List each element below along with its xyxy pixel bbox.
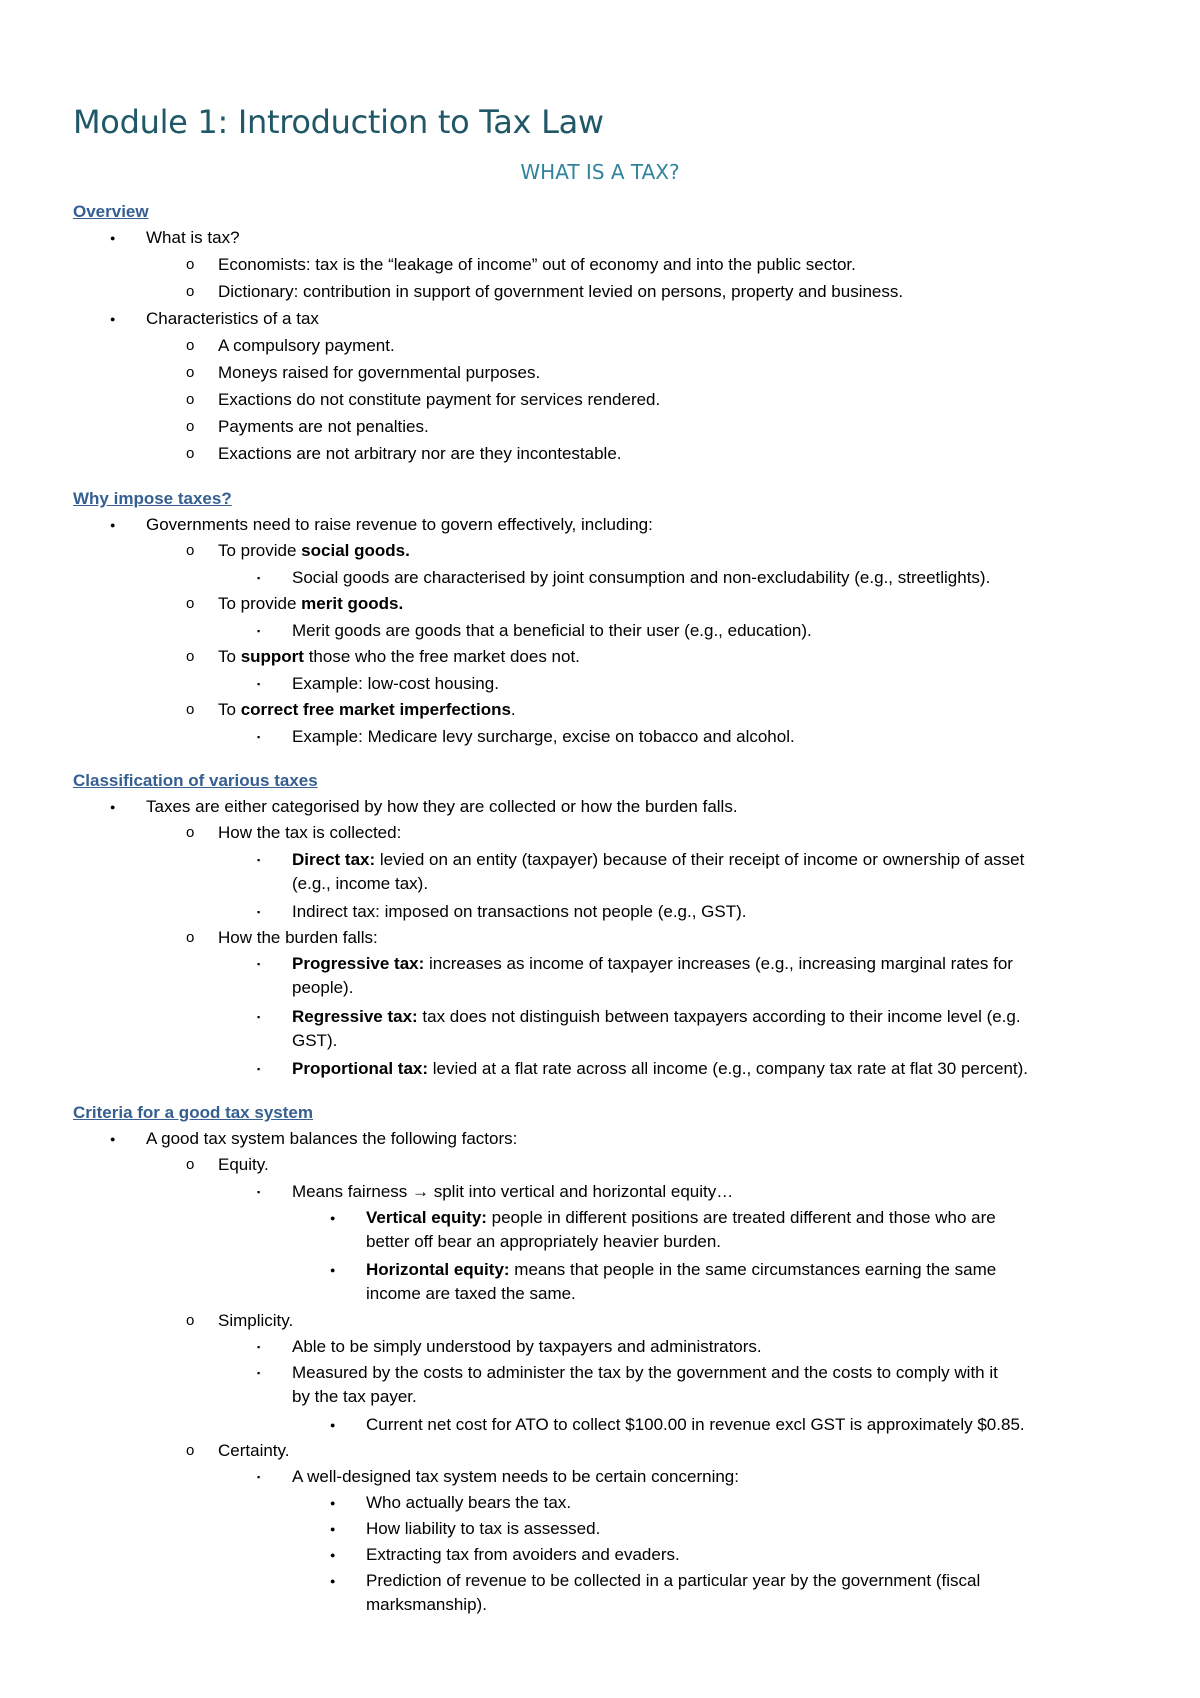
bold-text: support xyxy=(240,647,304,666)
circle-marker: o xyxy=(186,391,195,408)
square-marker: ▪ xyxy=(257,1064,261,1074)
text-run: To provide xyxy=(218,541,302,560)
list-item xyxy=(366,1258,996,1282)
list-item: Simplicity. xyxy=(218,1311,294,1330)
bullet-marker: ● xyxy=(330,1213,336,1223)
text-run: To xyxy=(218,700,241,719)
bold-text: Regressive tax: xyxy=(292,1007,418,1026)
document-title: Module 1: Introduction to Tax Law xyxy=(73,103,604,141)
circle-marker: o xyxy=(186,1442,195,1459)
list-item-continuation: income are taxed the same. xyxy=(366,1284,576,1303)
text-run: To provide xyxy=(218,594,302,613)
bold-text: Progressive tax: xyxy=(292,954,425,973)
list-item: Example: low-cost housing. xyxy=(292,674,499,693)
text-run: split into vertical and horizontal equity… xyxy=(429,1182,734,1201)
circle-marker: o xyxy=(186,595,195,612)
square-marker: ▪ xyxy=(257,855,261,865)
heading-why-impose-taxes: Why impose taxes? xyxy=(73,489,232,508)
list-item-continuation: (e.g., income tax). xyxy=(292,874,429,893)
circle-marker: o xyxy=(186,542,195,559)
list-item: Characteristics of a tax xyxy=(146,309,319,328)
list-item-continuation: GST). xyxy=(292,1031,338,1050)
square-marker: ▪ xyxy=(257,626,261,636)
bullet-marker: ● xyxy=(330,1550,336,1560)
list-item: Who actually bears the tax. xyxy=(366,1493,572,1512)
circle-marker: o xyxy=(186,283,195,300)
bullet-marker: ● xyxy=(330,1420,336,1430)
circle-marker: o xyxy=(186,418,195,435)
text-run: those who the free market does not. xyxy=(303,647,580,666)
circle-marker: o xyxy=(186,337,195,354)
list-item: How the tax is collected: xyxy=(218,823,402,842)
bold-text: social goods. xyxy=(301,541,410,560)
list-item xyxy=(292,1057,1028,1081)
text-run: levied on an entity (taxpayer) because of their receipt of income or ownership of asset xyxy=(375,850,1025,869)
bold-text: Proportional tax: xyxy=(292,1059,429,1078)
list-item: What is tax? xyxy=(146,228,240,247)
bold-text: Direct tax: xyxy=(292,850,376,869)
list-item: Merit goods are goods that a beneficial to their user (e.g., education). xyxy=(292,621,812,640)
bullet-marker: ● xyxy=(330,1524,336,1534)
list-item: Exactions are not arbitrary nor are they incontestable. xyxy=(218,444,622,463)
bullet-marker: ● xyxy=(110,233,116,243)
bold-text: merit goods. xyxy=(301,594,404,613)
heading-overview: Overview xyxy=(73,202,149,221)
circle-marker: o xyxy=(186,1156,195,1173)
list-item: Social goods are characterised by joint consumption and non-excludability (e.g., streetlights). xyxy=(292,568,991,587)
square-marker: ▪ xyxy=(257,1472,261,1482)
circle-marker: o xyxy=(186,929,195,946)
list-item: How liability to tax is assessed. xyxy=(366,1519,601,1538)
bold-text: correct free market imperfections xyxy=(240,700,511,719)
bullet-marker: ● xyxy=(110,314,116,324)
text-run: . xyxy=(510,700,516,719)
list-item: Example: Medicare levy surcharge, excise on tobacco and alcohol. xyxy=(292,727,795,746)
square-marker: ▪ xyxy=(257,907,261,917)
list-item: Able to be simply understood by taxpayers and administrators. xyxy=(292,1337,762,1356)
circle-marker: o xyxy=(186,364,195,381)
list-item xyxy=(366,1206,996,1230)
text-run: means that people in the same circumstances earning the same xyxy=(509,1260,997,1279)
square-marker: ▪ xyxy=(257,1368,261,1378)
text-run: people in different positions are treated different and those who are xyxy=(486,1208,996,1227)
list-item: Certainty. xyxy=(218,1441,290,1460)
heading-criteria: Criteria for a good tax system xyxy=(73,1103,313,1122)
bold-text: Vertical equity: xyxy=(366,1208,487,1227)
bullet-marker: ● xyxy=(330,1265,336,1275)
list-item: Indirect tax: imposed on transactions not people (e.g., GST). xyxy=(292,902,747,921)
list-item xyxy=(292,1180,733,1204)
list-item-continuation: better off bear an appropriately heavier burden. xyxy=(366,1232,722,1251)
bullet-marker: ● xyxy=(330,1576,336,1586)
list-item: A well-designed tax system needs to be certain concerning: xyxy=(292,1467,739,1486)
square-marker: ▪ xyxy=(257,573,261,583)
square-marker: ▪ xyxy=(257,1187,261,1197)
list-item xyxy=(218,645,580,669)
list-item: Dictionary: contribution in support of government levied on persons, property and business. xyxy=(218,282,904,301)
list-item xyxy=(292,848,1024,872)
list-item xyxy=(292,952,1013,976)
list-item: Moneys raised for governmental purposes. xyxy=(218,363,541,382)
bullet-marker: ● xyxy=(110,520,116,530)
list-item: How the burden falls: xyxy=(218,928,378,947)
list-item: Extracting tax from avoiders and evaders. xyxy=(366,1545,680,1564)
list-item: A compulsory payment. xyxy=(218,336,395,355)
list-item: Governments need to raise revenue to govern effectively, including: xyxy=(146,515,653,534)
text-run: Means fairness xyxy=(292,1182,412,1201)
square-marker: ▪ xyxy=(257,1012,261,1022)
text-run: To xyxy=(218,647,241,666)
list-item xyxy=(218,592,403,616)
list-item: Prediction of revenue to be collected in a particular year by the government (fiscal xyxy=(366,1571,981,1590)
list-item xyxy=(218,539,410,563)
circle-marker: o xyxy=(186,1312,195,1329)
square-marker: ▪ xyxy=(257,679,261,689)
heading-classification: Classification of various taxes xyxy=(73,771,318,790)
bullet-marker: ● xyxy=(110,1134,116,1144)
list-item-continuation: people). xyxy=(292,978,354,997)
bullet-marker: ● xyxy=(330,1498,336,1508)
circle-marker: o xyxy=(186,824,195,841)
list-item-continuation: marksmanship). xyxy=(366,1595,487,1614)
list-item: A good tax system balances the following factors: xyxy=(146,1129,518,1148)
list-item: Measured by the costs to administer the tax by the government and the costs to comply with it xyxy=(292,1363,998,1382)
text-run: levied at a flat rate across all income (e.g., company tax rate at flat 30 percent). xyxy=(428,1059,1029,1078)
bold-text: Horizontal equity: xyxy=(366,1260,510,1279)
circle-marker: o xyxy=(186,701,195,718)
text-run: increases as income of taxpayer increases (e.g., increasing marginal rates for xyxy=(424,954,1013,973)
circle-marker: o xyxy=(186,445,195,462)
list-item: Exactions do not constitute payment for services rendered. xyxy=(218,390,661,409)
square-marker: ▪ xyxy=(257,1342,261,1352)
list-item xyxy=(292,1005,1021,1029)
text-run: tax does not distinguish between taxpayers according to their income level (e.g. xyxy=(417,1007,1021,1026)
list-item: Taxes are either categorised by how they are collected or how the burden falls. xyxy=(146,797,738,816)
list-item: Equity. xyxy=(218,1155,269,1174)
square-marker: ▪ xyxy=(257,959,261,969)
square-marker: ▪ xyxy=(257,732,261,742)
list-item: Economists: tax is the “leakage of income” out of economy and into the public sector. xyxy=(218,255,856,274)
list-item-continuation: by the tax payer. xyxy=(292,1387,417,1406)
list-item: Current net cost for ATO to collect $100.00 in revenue excl GST is approximately $0.85. xyxy=(366,1415,1025,1434)
document-subtitle: WHAT IS A TAX? xyxy=(520,160,680,184)
circle-marker: o xyxy=(186,648,195,665)
list-item: Payments are not penalties. xyxy=(218,417,429,436)
list-item xyxy=(218,698,516,722)
bullet-marker: ● xyxy=(110,802,116,812)
arrow-icon: → xyxy=(412,1182,429,1201)
circle-marker: o xyxy=(186,256,195,273)
